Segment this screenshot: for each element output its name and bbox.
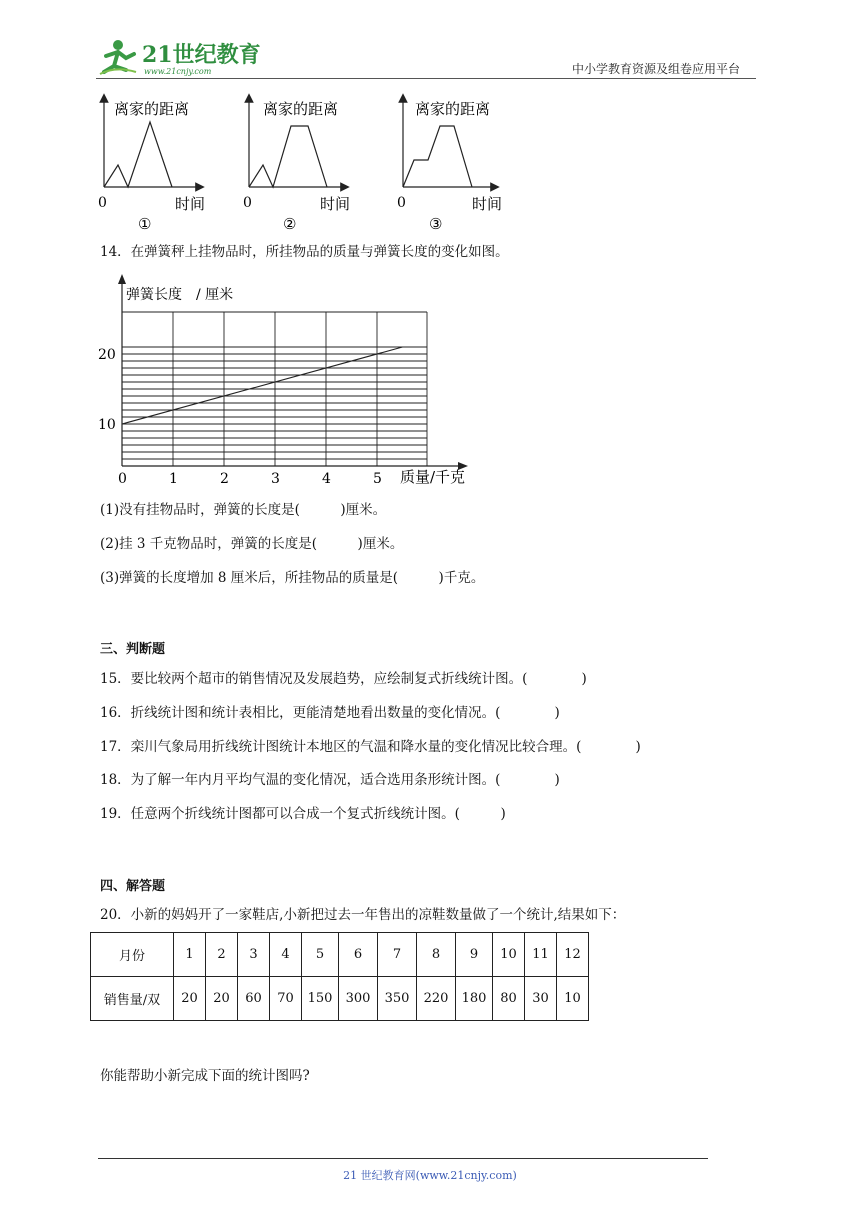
table-cell: 7 [378,933,417,977]
q14-sub2: (2)挂 3 千克物品时，弹簧的长度是( )厘米。 [100,536,404,552]
graph-3-origin: 0 [397,195,406,211]
q17-text: 17．栾川气象局用折线统计图统计本地区的气温和降水量的变化情况比较合理。( ) [100,739,641,755]
x-tick-label: 2 [220,471,229,487]
table-cell: 80 [493,977,525,1021]
table-cell: 2 [206,933,238,977]
x-tick-label: 1 [169,471,178,487]
graph-2-ylabel: 离家的距离 [263,100,339,118]
table-cell: 4 [270,933,302,977]
table-cell: 150 [302,977,339,1021]
distance-graphs [92,92,532,232]
svg-text:www.21cnjy.com: www.21cnjy.com [144,67,212,76]
table-cell: 1 [174,933,206,977]
table-row [91,933,589,977]
table-cell: 6 [339,933,378,977]
site-logo [96,36,266,78]
y-axis-arrow [118,274,126,284]
footer-divider [98,1158,708,1159]
q20-question: 你能帮助小新完成下面的统计图吗? [100,1068,310,1084]
graph-3-ylabel: 离家的距离 [415,100,491,118]
q18-text: 18．为了解一年内月平均气温的变化情况，适合选用条形统计图。( ) [100,772,560,788]
graph-2-origin: 0 [243,195,252,211]
footer-text: 21 世纪教育网(www.21cnjy.com) [343,1169,517,1182]
platform-name: 中小学教育资源及组卷应用平台 [572,62,741,76]
q14-sub3: (3)弹簧的长度增加 8 厘米后，所挂物品的质量是( )千克。 [100,570,485,586]
row-header-month: 月份 [91,933,174,977]
table-cell: 5 [302,933,339,977]
distance-graph-2 [243,98,350,232]
distance-graph-1 [98,98,205,232]
graph-1-xlabel: 时间 [175,195,206,213]
sales-table [90,932,589,1021]
q14-sub1: (1)没有挂物品时，弹簧的长度是( )厘米。 [100,502,387,518]
table-row [91,977,589,1021]
y-tick-label: 20 [98,347,116,363]
spring-chart [92,270,482,490]
table-cell: 12 [557,933,589,977]
q15-text: 15．要比较两个超市的销售情况及发展趋势，应绘制复式折线统计图。( ) [100,671,587,687]
section4-title: 四、解答题 [100,879,166,894]
graph-1-label: ① [138,215,152,232]
section3-title: 三、判断题 [100,642,166,657]
table-cell: 8 [417,933,456,977]
x-tick-label: 5 [373,471,382,487]
graph-3-xlabel: 时间 [472,195,503,213]
y-axis-label: 弹簧长度 / 厘米 [126,287,234,303]
graph-1-origin: 0 [98,195,107,211]
table-cell: 10 [493,933,525,977]
distance-graph-3 [397,98,502,232]
table-cell: 30 [525,977,557,1021]
table-cell: 20 [206,977,238,1021]
table-cell: 9 [456,933,493,977]
graph-2-label: ② [283,215,297,232]
table-cell: 300 [339,977,378,1021]
svg-text:21世纪教育: 21世纪教育 [142,42,261,68]
graph-2-xlabel: 时间 [320,195,351,213]
x-tick-label: 4 [322,471,331,487]
table-cell: 3 [238,933,270,977]
y-tick-label: 10 [98,417,116,433]
x-axis-label: 质量/千克 [400,468,466,486]
table-cell: 180 [456,977,493,1021]
x-tick-label: 0 [118,471,127,487]
q19-text: 19．任意两个折线统计图都可以合成一个复式折线统计图。( ) [100,806,506,822]
table-cell: 60 [238,977,270,1021]
graph-1-ylabel: 离家的距离 [114,100,190,118]
table-cell: 70 [270,977,302,1021]
x-tick-label: 3 [271,471,280,487]
series-line-0 [122,347,403,424]
table-cell: 350 [378,977,417,1021]
runner-logo-icon [100,40,136,74]
table-cell: 220 [417,977,456,1021]
header-divider [96,78,756,79]
table-cell: 20 [174,977,206,1021]
q14-text: 14．在弹簧秤上挂物品时，所挂物品的质量与弹簧长度的变化如图。 [100,244,509,260]
q20-text: 20．小新的妈妈开了一家鞋店,小新把过去一年售出的凉鞋数量做了一个统计,结果如下： [100,907,626,923]
q16-text: 16．折线统计图和统计表相比，更能清楚地看出数量的变化情况。( ) [100,705,560,721]
table-cell: 10 [557,977,589,1021]
graph-3-label: ③ [429,215,443,232]
table-cell: 11 [525,933,557,977]
row-header-sales: 销售量/双 [91,977,174,1021]
